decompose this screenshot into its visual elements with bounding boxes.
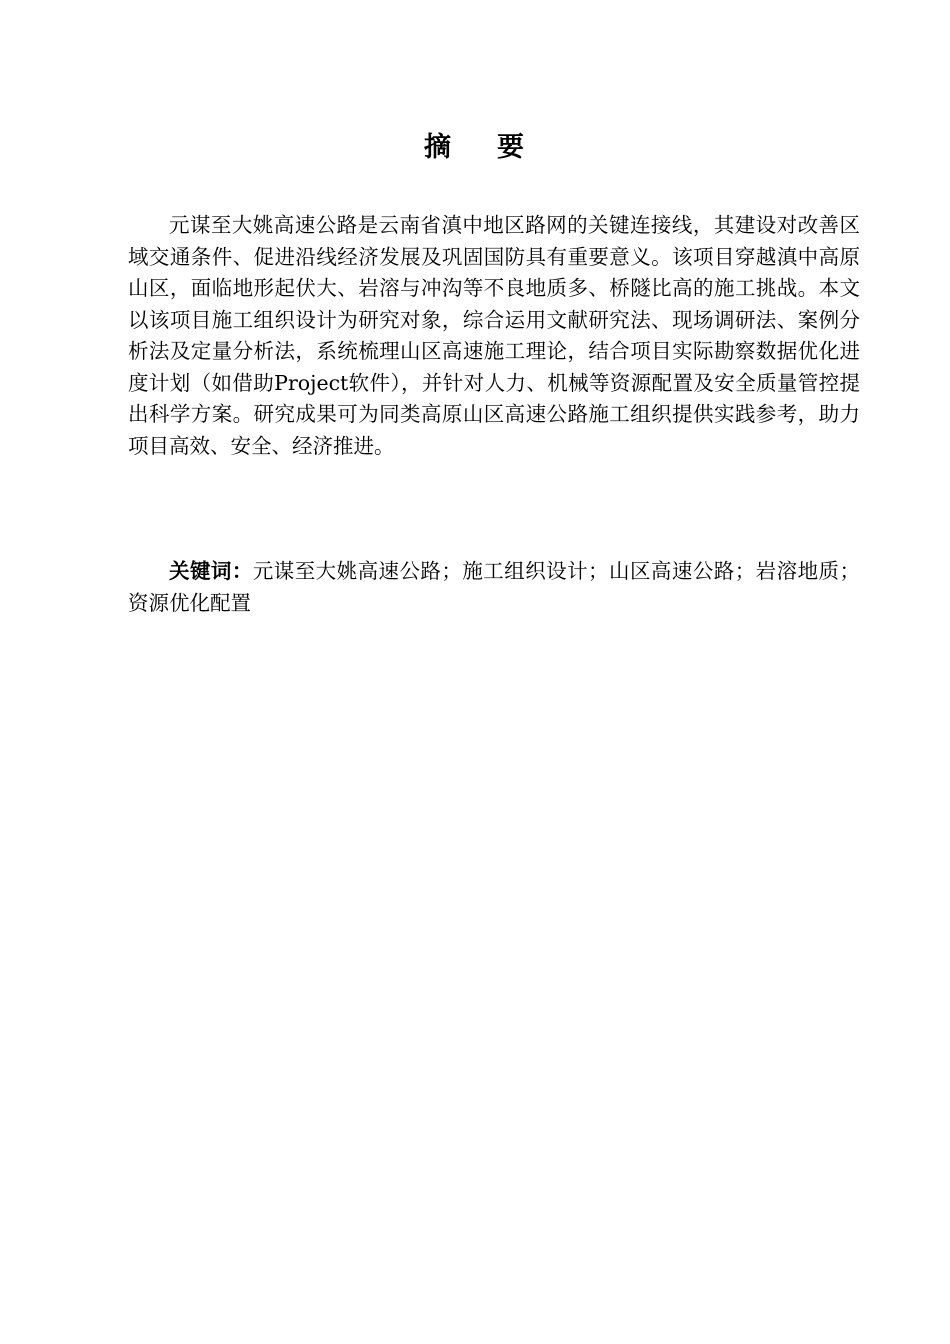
title-char-2: 要 <box>497 132 526 163</box>
abstract-paragraph: 元谋至大姚高速公路是云南省滇中地区路网的关键连接线，其建设对改善区域交通条件、促进沿线经济发展及巩固国防具有重要意义。该项目穿越滇中高原山区，面临地形起伏大、岩溶与冲沟等不良地质多、桥隧比高的施工挑战。本文以该项目施工组织设计为研究对象，综合运用文献研究法、现场调研法、案例分析法及定量分析法，系统梳理山区高速施工理论，结合项目实际勘察数据优化进度计划（如借助Project软件），并针对人力、机械等资源配置及安全质量管控提出科学方案。研究成果可为同类高原山区高速公路施工组织提供实践参考，助力项目高效、安全、经济推进。 <box>128 213 860 458</box>
keywords-paragraph <box>128 556 860 619</box>
keywords-label: 关键词： <box>169 559 253 583</box>
title-char-1: 摘 <box>424 132 453 163</box>
page-title <box>0 128 950 168</box>
keywords-text: 元谋至大姚高速公路；施工组织设计；山区高速公路；岩溶地质；资源优化配置 <box>128 559 860 615</box>
